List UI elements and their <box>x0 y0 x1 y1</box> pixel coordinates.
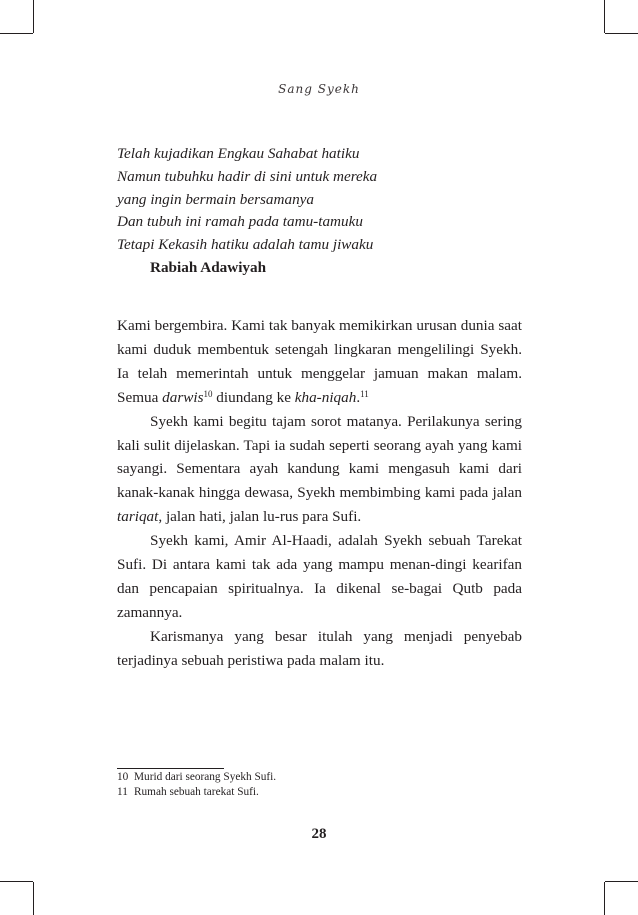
term-khaniqah: kha-niqah <box>294 388 357 406</box>
crop-mark <box>33 882 34 915</box>
epigraph-poem <box>117 143 537 280</box>
crop-mark <box>604 0 605 33</box>
crop-mark <box>33 0 34 33</box>
footnote <box>117 770 517 785</box>
crop-mark <box>605 881 638 882</box>
running-head: Sang Syekh <box>278 82 360 96</box>
poem-line: Tetapi Kekasih hatiku adalah tamu jiwaku <box>117 236 374 254</box>
crop-mark <box>0 33 33 34</box>
footnote <box>117 785 517 800</box>
footnote-number: 11 <box>117 785 128 798</box>
poem-line: Namun tubuhku hadir di sini untuk mereka <box>117 167 378 185</box>
footnote-divider <box>117 768 224 769</box>
footnote-ref: 10 <box>203 388 213 399</box>
paragraph: Syekh kami, Amir Al-Haadi, adalah Syekh sebuah Tarekat Sufi. Di antara kami tak ada yang mampu menan-dingi kearifan dan pencapaian spiritualnya. Ia dikenal se-bagai Qutb pada zamannya. <box>117 532 522 621</box>
footnotes <box>117 770 517 799</box>
crop-mark <box>605 33 638 34</box>
poem-line: Telah kujadikan Engkau Sahabat hatiku <box>117 145 360 162</box>
footnote-number: 10 <box>117 771 129 783</box>
poem-author: Rabiah Adawiyah <box>150 258 267 276</box>
page-number: 28 <box>311 826 327 842</box>
paragraph: Kami bergembira. Kami tak banyak memikirkan urusan dunia saat kami duduk membentuk setengah lingkaran mengelilingi Syekh. Ia telah memerintah untuk menggelar jamuan makan malam. Semua darwis$^{10}$ diundang ke kha-niqah.$^{11}$ <box>117 317 522 406</box>
body-text <box>117 314 522 673</box>
term-darwis: darwis <box>162 388 204 406</box>
crop-mark <box>0 881 33 882</box>
term-tariqat: tariqat <box>117 508 159 526</box>
footnote-ref: 11 <box>360 388 369 399</box>
paragraph: Syekh kami begitu tajam sorot matanya. Perilakunya sering kali sulit dijelaskan. Tapi ia sudah seperti seorang ayah yang kami sayangi. Sementara ayah kandung kami mengasuh kami dari kanak-kanak hingga dewasa, Syekh membimbing kami pada jalan tariqat, jalan hati, jalan lu-rus para Sufi. <box>117 412 522 526</box>
crop-mark <box>604 882 605 915</box>
footnote-text: Murid dari seorang Syekh Sufi. <box>134 771 277 783</box>
poem-line: Dan tubuh ini ramah pada tamu-tamuku <box>117 213 363 231</box>
poem-line: yang ingin bermain bersamanya <box>117 190 314 208</box>
footnote-text: Rumah sebuah tarekat Sufi. <box>134 785 259 798</box>
paragraph: Karismanya yang besar itulah yang menjadi penyebab terjadinya sebuah peristiwa pada malam itu. <box>117 627 522 669</box>
